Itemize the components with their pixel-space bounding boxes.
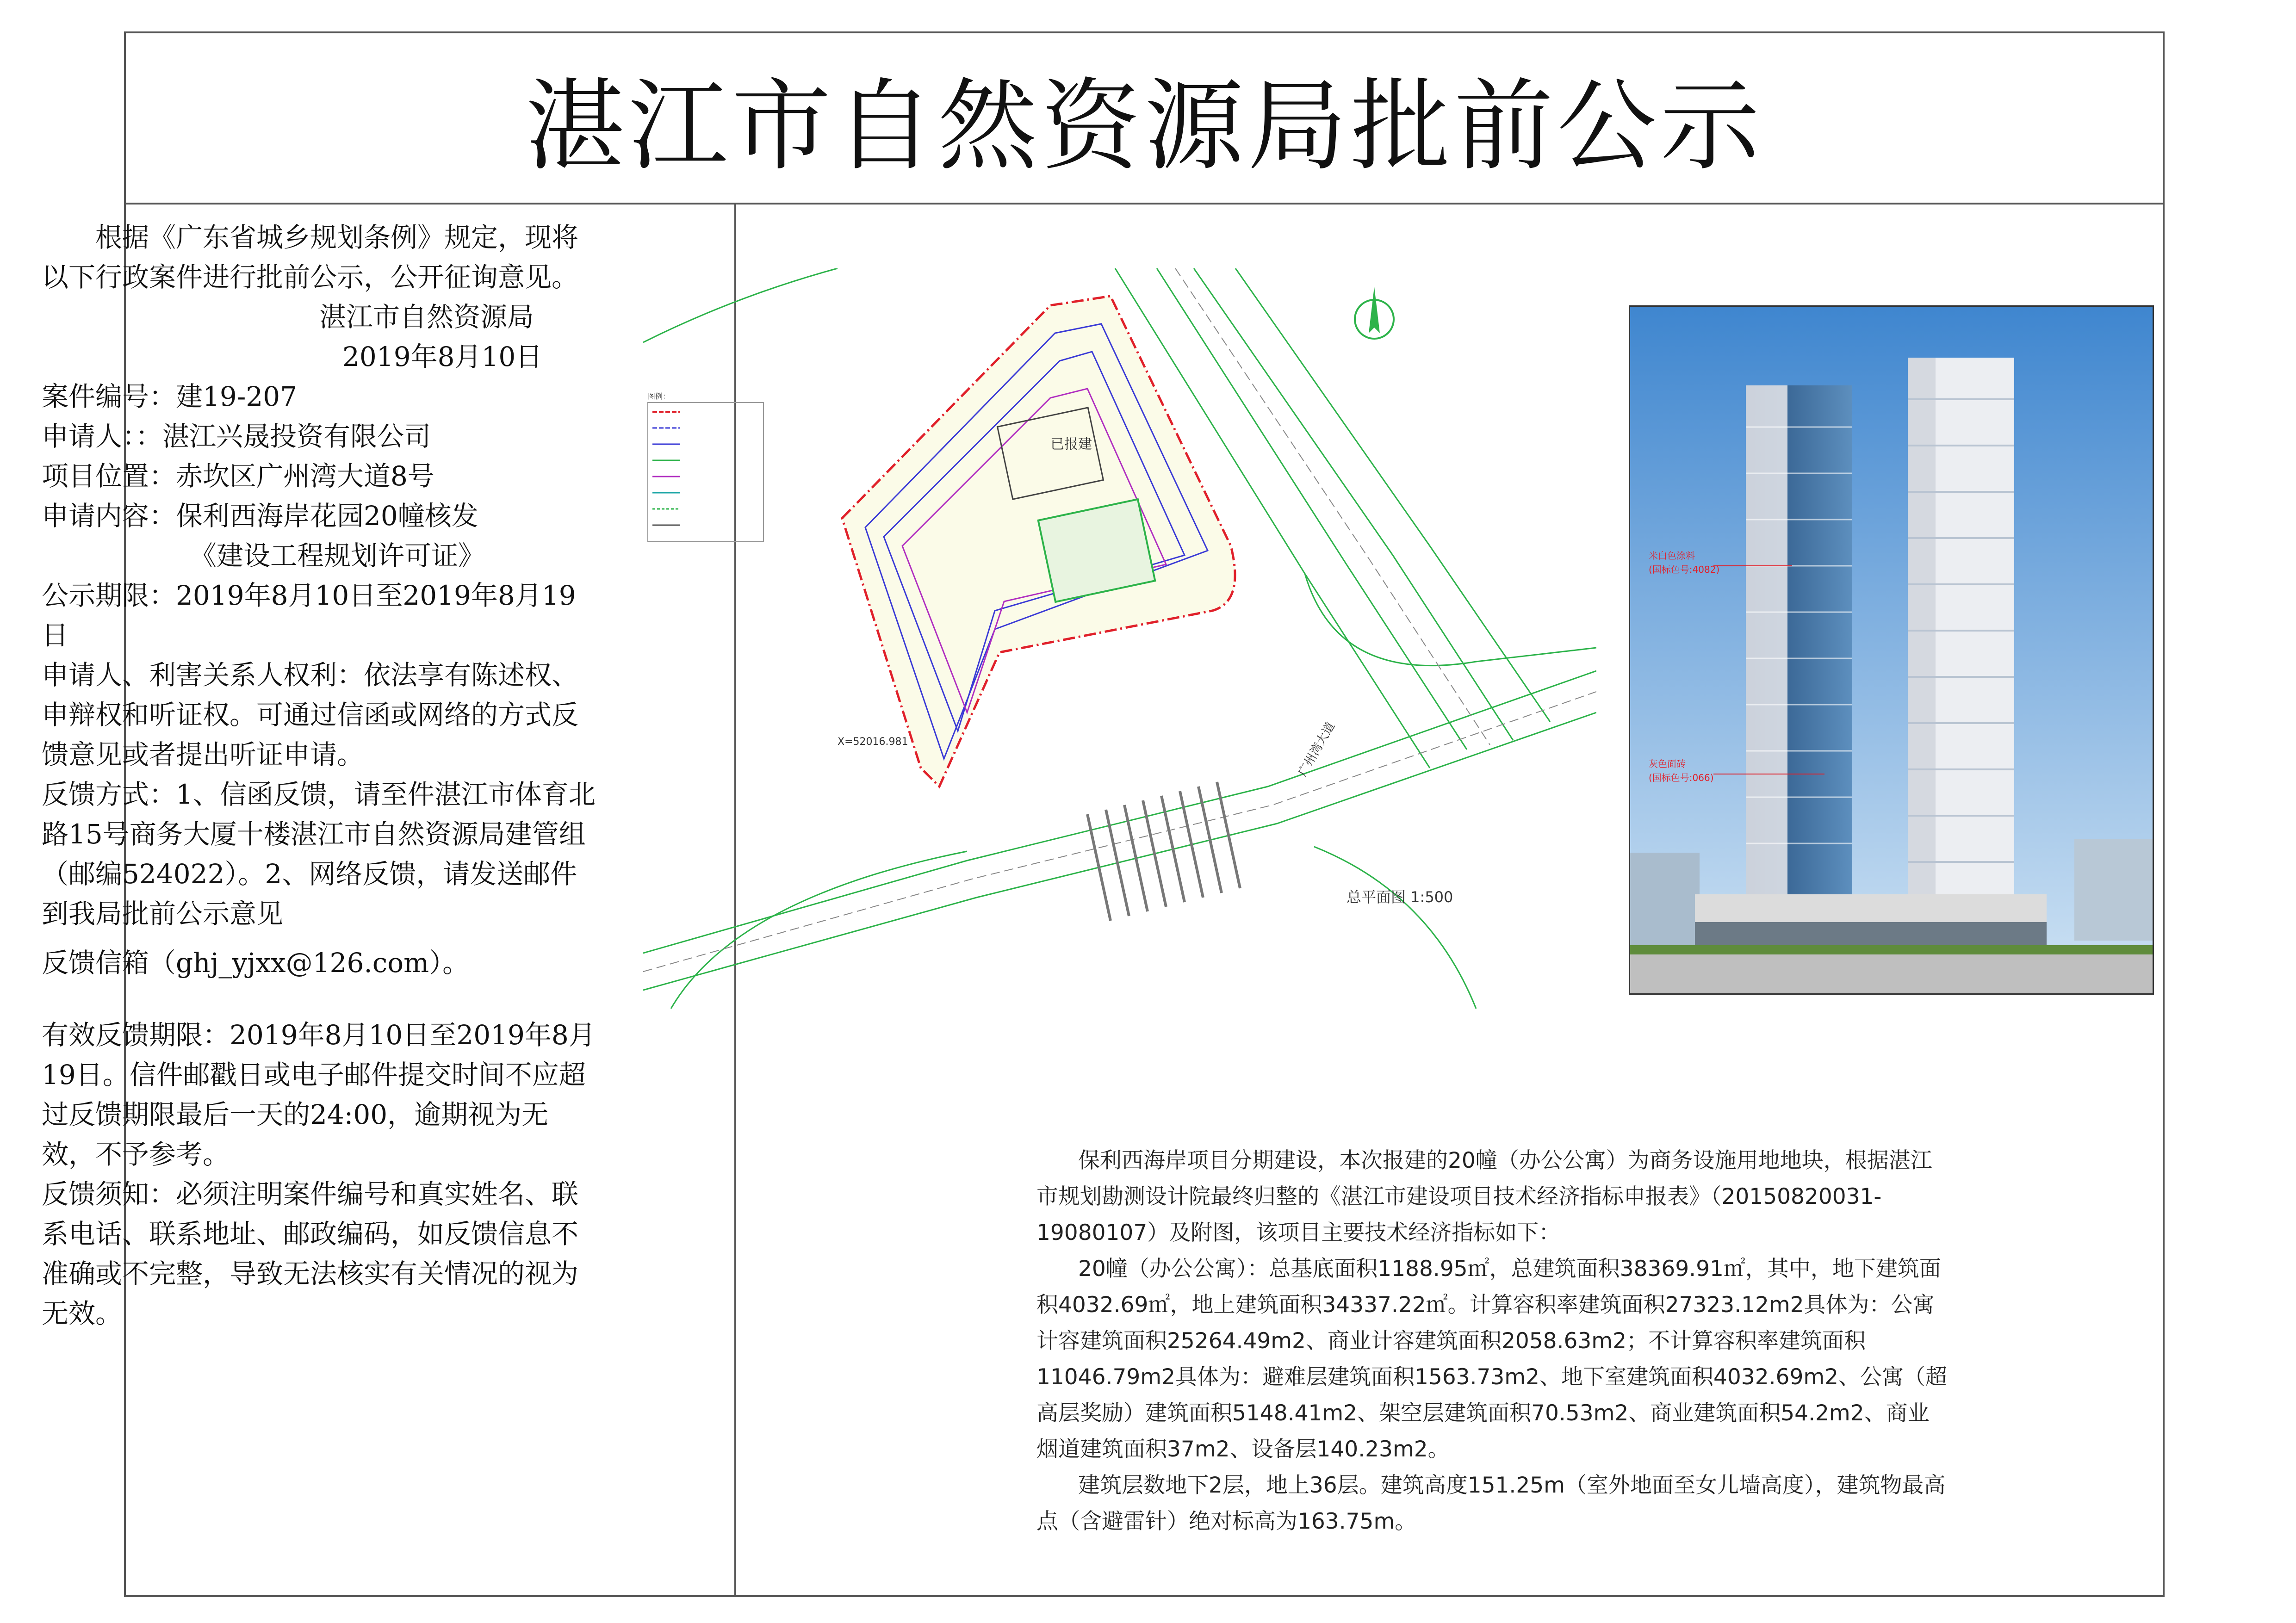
legend-title: 图例： bbox=[648, 392, 670, 401]
material-label-1b: (国标色号:4082) bbox=[1649, 564, 1720, 575]
applicant: 申请人：：湛江兴晟投资有限公司 bbox=[42, 421, 431, 452]
notice-period: 公示期限：2019年8月10日至2019年8月19日 bbox=[42, 580, 576, 651]
project-description bbox=[1036, 1143, 1948, 1540]
description-indicators: 20幢（办公公寓）：总基底面积1188.95㎡，总建筑面积38369.91㎡，其中，地下建筑面积4032.69㎡，地上建筑面积34337.22㎡。计算容积率建筑面积27323.12m2具体为：公寓计容建筑面积25264.49m2、商业计容建筑面积2058.63m2；不计算容积率建筑面积11046.79m2具体为：避难层建筑面积1563.73m2、地下室建筑面积4032.69m2、公寓（超高层奖励）建筑面积5148.41m2、架空层建筑面积70.53m2、商业建筑面积54.2m2、商业烟道建筑面积37m2、设备层140.23m2。 bbox=[1036, 1256, 1948, 1462]
project-location: 项目位置：赤坎区广州湾大道8号 bbox=[42, 460, 434, 492]
material-label-2a: 灰色面砖 bbox=[1649, 758, 1686, 769]
material-label-2b: (国标色号:066) bbox=[1649, 772, 1714, 783]
page-title: 湛江市自然资源局批前公示 bbox=[525, 68, 1763, 184]
feedback-notes: 反馈须知：必须注明案件编号和真实姓名、联系电话、联系地址、邮政编码，如反馈信息不准确或不完整，导致无法核实有关情况的视为无效。 bbox=[42, 1178, 579, 1329]
intro-text: 根据《广东省城乡规划条例》规定，现将以下行政案件进行批前公示，公开征询意见。 bbox=[42, 222, 579, 293]
road-label: 广州湾大道 bbox=[1296, 719, 1338, 779]
valid-feedback-period: 有效反馈期限：2019年8月10日至2019年8月19日。信件邮戳日或电子邮件提交时间不应超过反馈期限最后一天的24:00，逾期视为无效，不予参考。 bbox=[42, 1019, 596, 1170]
notice-text bbox=[42, 217, 597, 1333]
title-bar bbox=[126, 33, 2163, 204]
agency-name: 湛江市自然资源局 bbox=[319, 301, 534, 333]
feedback-methods: 反馈方式：1、信函反馈，请至件湛江市体育北路15号商务大厦十楼湛江市自然资源局建管组（邮编524022）。2、网络反馈，请发送邮件到我局批前公示意见 bbox=[42, 779, 596, 929]
plan-caption: 总平面图 1:500 bbox=[1347, 888, 1453, 906]
site-plan bbox=[643, 268, 1596, 1009]
description-intro: 保利西海岸项目分期建设，本次报建的20幢（办公公寓）为商务设施用地地块，根据湛江市规划勘测设计院最终归整的《湛江市建设项目技术经济指标申报表》（20150820031-19080107）及附图，该项目主要技术经济指标如下： bbox=[1036, 1148, 1932, 1245]
coordinate-label: X=52016.981 bbox=[838, 736, 908, 748]
material-label-1a: 米白色涂料 bbox=[1649, 550, 1695, 561]
building-rendering bbox=[1629, 305, 2154, 995]
existing-label: 已报建 bbox=[1050, 436, 1092, 452]
description-height: 建筑层数地下2层，地上36层。建筑高度151.25m（室外地面至女儿墙高度），建筑物最高点（含避雷针）绝对标高为163.75m。 bbox=[1036, 1473, 1946, 1534]
application-content-permit: 《建设工程规划许可证》 bbox=[190, 540, 485, 571]
notice-date: 2019年8月10日 bbox=[342, 341, 543, 372]
feedback-email: 反馈信箱（ghj_yjxx@126.com）。 bbox=[42, 947, 470, 979]
application-content: 申请内容：保利西海岸花园20幢核发 bbox=[42, 500, 478, 532]
case-number: 案件编号：建19-207 bbox=[42, 381, 298, 412]
rights-text: 申请人、利害关系人权利：依法享有陈述权、申辩权和听证权。可通过信函或网络的方式反馈意见或者提出听证申请。 bbox=[42, 659, 579, 770]
